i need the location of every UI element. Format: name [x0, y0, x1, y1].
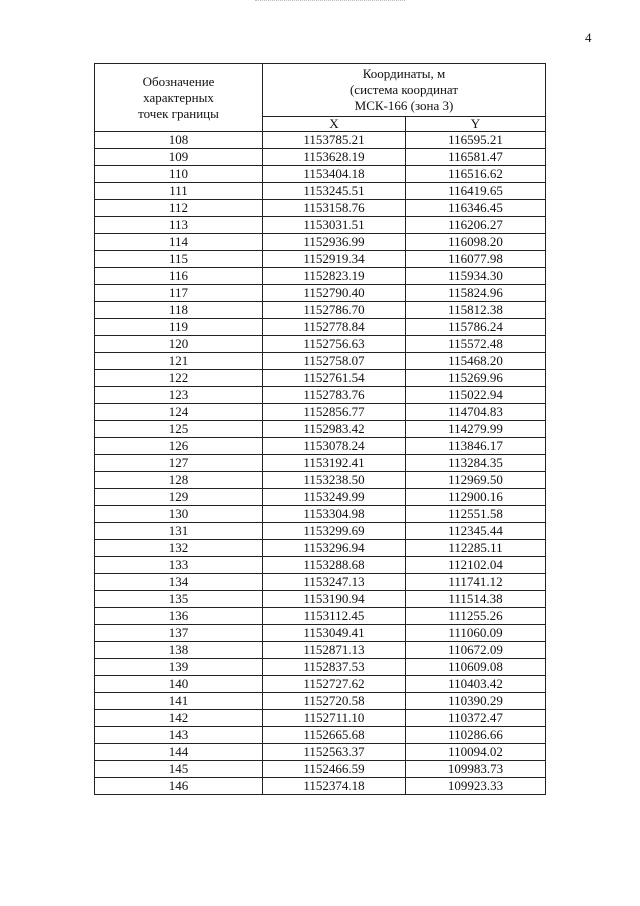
y-coordinate-cell: 116595.21 — [406, 132, 546, 149]
x-coordinate-cell: 1152563.37 — [263, 744, 406, 761]
y-coordinate-cell: 116581.47 — [406, 149, 546, 166]
y-coordinate-cell: 113284.35 — [406, 455, 546, 472]
y-coordinate-cell: 115786.24 — [406, 319, 546, 336]
table-row — [95, 217, 546, 234]
point-id-cell: 134 — [95, 574, 263, 591]
point-id-cell: 140 — [95, 676, 263, 693]
y-coordinate-cell: 114279.99 — [406, 421, 546, 438]
point-id-cell: 116 — [95, 268, 263, 285]
point-id-cell: 115 — [95, 251, 263, 268]
table-row — [95, 489, 546, 506]
x-coordinate-cell: 1152790.40 — [263, 285, 406, 302]
point-id-cell: 130 — [95, 506, 263, 523]
x-coordinate-cell: 1152856.77 — [263, 404, 406, 421]
y-coordinate-cell: 115269.96 — [406, 370, 546, 387]
y-coordinate-cell: 116419.65 — [406, 183, 546, 200]
y-coordinate-cell: 111514.38 — [406, 591, 546, 608]
coordinates-column-header — [263, 64, 546, 117]
y-coordinate-cell: 110672.09 — [406, 642, 546, 659]
point-header-line: точек границы — [138, 105, 219, 121]
x-coordinate-cell: 1153304.98 — [263, 506, 406, 523]
coords-header-line: Координаты, м — [362, 66, 446, 81]
y-coordinate-cell: 115572.48 — [406, 336, 546, 353]
point-header-line: характерных — [143, 89, 214, 105]
y-coordinate-cell: 112345.44 — [406, 523, 546, 540]
point-id-cell: 108 — [95, 132, 263, 149]
table-row — [95, 353, 546, 370]
x-coordinate-cell: 1153192.41 — [263, 455, 406, 472]
y-coordinate-cell: 115812.38 — [406, 302, 546, 319]
y-column-header: Y — [406, 117, 546, 132]
table-row — [95, 370, 546, 387]
point-id-cell: 133 — [95, 557, 263, 574]
y-coordinate-cell: 111060.09 — [406, 625, 546, 642]
point-id-cell: 139 — [95, 659, 263, 676]
x-coordinate-cell: 1152756.63 — [263, 336, 406, 353]
x-coordinate-cell: 1152758.07 — [263, 353, 406, 370]
y-coordinate-cell: 116206.27 — [406, 217, 546, 234]
x-coordinate-cell: 1152720.58 — [263, 693, 406, 710]
x-coordinate-cell: 1153078.24 — [263, 438, 406, 455]
point-id-cell: 117 — [95, 285, 263, 302]
point-id-cell: 120 — [95, 336, 263, 353]
y-coordinate-cell: 112102.04 — [406, 557, 546, 574]
x-coordinate-cell: 1153785.21 — [263, 132, 406, 149]
y-coordinate-cell: 110286.66 — [406, 727, 546, 744]
point-id-cell: 118 — [95, 302, 263, 319]
y-coordinate-cell: 116516.62 — [406, 166, 546, 183]
point-id-cell: 138 — [95, 642, 263, 659]
table-row — [95, 642, 546, 659]
point-id-cell: 127 — [95, 455, 263, 472]
x-coordinate-cell: 1152711.10 — [263, 710, 406, 727]
point-header-line: Обозначение — [142, 73, 215, 89]
table-row — [95, 523, 546, 540]
x-coordinate-cell: 1153190.94 — [263, 591, 406, 608]
x-coordinate-cell: 1152823.19 — [263, 268, 406, 285]
x-coordinate-cell: 1152466.59 — [263, 761, 406, 778]
table-body — [95, 132, 546, 795]
point-id-cell: 122 — [95, 370, 263, 387]
x-coordinate-cell: 1153299.69 — [263, 523, 406, 540]
table-row — [95, 149, 546, 166]
point-id-cell: 136 — [95, 608, 263, 625]
point-id-cell: 125 — [95, 421, 263, 438]
y-coordinate-cell: 112551.58 — [406, 506, 546, 523]
x-coordinate-cell: 1153238.50 — [263, 472, 406, 489]
y-coordinate-cell: 110372.47 — [406, 710, 546, 727]
y-coordinate-cell: 109983.73 — [406, 761, 546, 778]
table-row — [95, 404, 546, 421]
y-coordinate-cell: 112285.11 — [406, 540, 546, 557]
point-id-cell: 123 — [95, 387, 263, 404]
x-coordinate-cell: 1152786.70 — [263, 302, 406, 319]
point-id-cell: 141 — [95, 693, 263, 710]
point-id-cell: 111 — [95, 183, 263, 200]
y-coordinate-cell: 110609.08 — [406, 659, 546, 676]
table-row — [95, 200, 546, 217]
x-coordinate-cell: 1152871.13 — [263, 642, 406, 659]
point-id-cell: 124 — [95, 404, 263, 421]
table-row — [95, 710, 546, 727]
x-coordinate-cell: 1153049.41 — [263, 625, 406, 642]
table-row — [95, 285, 546, 302]
point-id-cell: 142 — [95, 710, 263, 727]
y-coordinate-cell: 111741.12 — [406, 574, 546, 591]
x-coordinate-cell: 1152374.18 — [263, 778, 406, 795]
table-row — [95, 693, 546, 710]
table-row — [95, 251, 546, 268]
table-row — [95, 132, 546, 149]
point-id-cell: 135 — [95, 591, 263, 608]
table-row — [95, 166, 546, 183]
table-row — [95, 676, 546, 693]
point-id-cell: 110 — [95, 166, 263, 183]
y-coordinate-cell: 112900.16 — [406, 489, 546, 506]
point-id-cell: 109 — [95, 149, 263, 166]
table-row — [95, 438, 546, 455]
x-coordinate-cell: 1153158.76 — [263, 200, 406, 217]
x-coordinate-cell: 1153249.99 — [263, 489, 406, 506]
y-coordinate-cell: 115824.96 — [406, 285, 546, 302]
x-coordinate-cell: 1153247.13 — [263, 574, 406, 591]
x-coordinate-cell: 1152919.34 — [263, 251, 406, 268]
y-coordinate-cell: 115468.20 — [406, 353, 546, 370]
scan-artifact — [255, 0, 405, 4]
table-row — [95, 625, 546, 642]
table-row — [95, 336, 546, 353]
x-coordinate-cell: 1152837.53 — [263, 659, 406, 676]
x-coordinate-cell: 1152983.42 — [263, 421, 406, 438]
point-id-cell: 128 — [95, 472, 263, 489]
x-coordinate-cell: 1152665.68 — [263, 727, 406, 744]
point-id-cell: 137 — [95, 625, 263, 642]
point-column-header — [95, 64, 263, 132]
y-coordinate-cell: 109923.33 — [406, 778, 546, 795]
x-coordinate-cell: 1152936.99 — [263, 234, 406, 251]
y-coordinate-cell: 115934.30 — [406, 268, 546, 285]
x-coordinate-cell: 1153245.51 — [263, 183, 406, 200]
point-id-cell: 126 — [95, 438, 263, 455]
point-id-cell: 131 — [95, 523, 263, 540]
table-row — [95, 387, 546, 404]
table-row — [95, 319, 546, 336]
coords-header-line: (система координат — [349, 82, 459, 97]
table-row — [95, 557, 546, 574]
coords-header-line: МСК-166 (зона 3) — [354, 98, 454, 113]
point-id-cell: 145 — [95, 761, 263, 778]
page-number: 4 — [585, 30, 592, 45]
x-coordinate-cell: 1153112.45 — [263, 608, 406, 625]
table-row — [95, 421, 546, 438]
y-coordinate-cell: 116346.45 — [406, 200, 546, 217]
x-coordinate-cell: 1152778.84 — [263, 319, 406, 336]
x-coordinate-cell: 1152727.62 — [263, 676, 406, 693]
table-row — [95, 761, 546, 778]
x-coordinate-cell: 1153288.68 — [263, 557, 406, 574]
y-coordinate-cell: 111255.26 — [406, 608, 546, 625]
y-coordinate-cell: 114704.83 — [406, 404, 546, 421]
table-row — [95, 455, 546, 472]
table-row — [95, 744, 546, 761]
point-id-cell: 114 — [95, 234, 263, 251]
point-id-cell: 119 — [95, 319, 263, 336]
point-id-cell: 112 — [95, 200, 263, 217]
point-id-cell: 132 — [95, 540, 263, 557]
x-coordinate-cell: 1152761.54 — [263, 370, 406, 387]
y-coordinate-cell: 110403.42 — [406, 676, 546, 693]
y-coordinate-cell: 116077.98 — [406, 251, 546, 268]
point-id-cell: 144 — [95, 744, 263, 761]
y-coordinate-cell: 112969.50 — [406, 472, 546, 489]
point-id-cell: 129 — [95, 489, 263, 506]
y-coordinate-cell: 110390.29 — [406, 693, 546, 710]
y-coordinate-cell: 116098.20 — [406, 234, 546, 251]
x-coordinate-cell: 1153404.18 — [263, 166, 406, 183]
point-id-cell: 143 — [95, 727, 263, 744]
table-row — [95, 472, 546, 489]
y-coordinate-cell: 115022.94 — [406, 387, 546, 404]
x-coordinate-cell: 1153296.94 — [263, 540, 406, 557]
point-id-cell: 146 — [95, 778, 263, 795]
table-row — [95, 727, 546, 744]
table-row — [95, 608, 546, 625]
table-row — [95, 591, 546, 608]
x-column-header: X — [263, 117, 406, 132]
table-row — [95, 183, 546, 200]
table-row — [95, 540, 546, 557]
table-row — [95, 302, 546, 319]
table-row — [95, 268, 546, 285]
table-row — [95, 659, 546, 676]
table-row — [95, 574, 546, 591]
x-coordinate-cell: 1152783.76 — [263, 387, 406, 404]
x-coordinate-cell: 1153031.51 — [263, 217, 406, 234]
x-coordinate-cell: 1153628.19 — [263, 149, 406, 166]
y-coordinate-cell: 113846.17 — [406, 438, 546, 455]
y-coordinate-cell: 110094.02 — [406, 744, 546, 761]
point-id-cell: 121 — [95, 353, 263, 370]
point-id-cell: 113 — [95, 217, 263, 234]
table-row — [95, 506, 546, 523]
table-row — [95, 778, 546, 795]
table-header-row — [95, 64, 546, 117]
table-row — [95, 234, 546, 251]
coordinates-table — [94, 63, 546, 795]
